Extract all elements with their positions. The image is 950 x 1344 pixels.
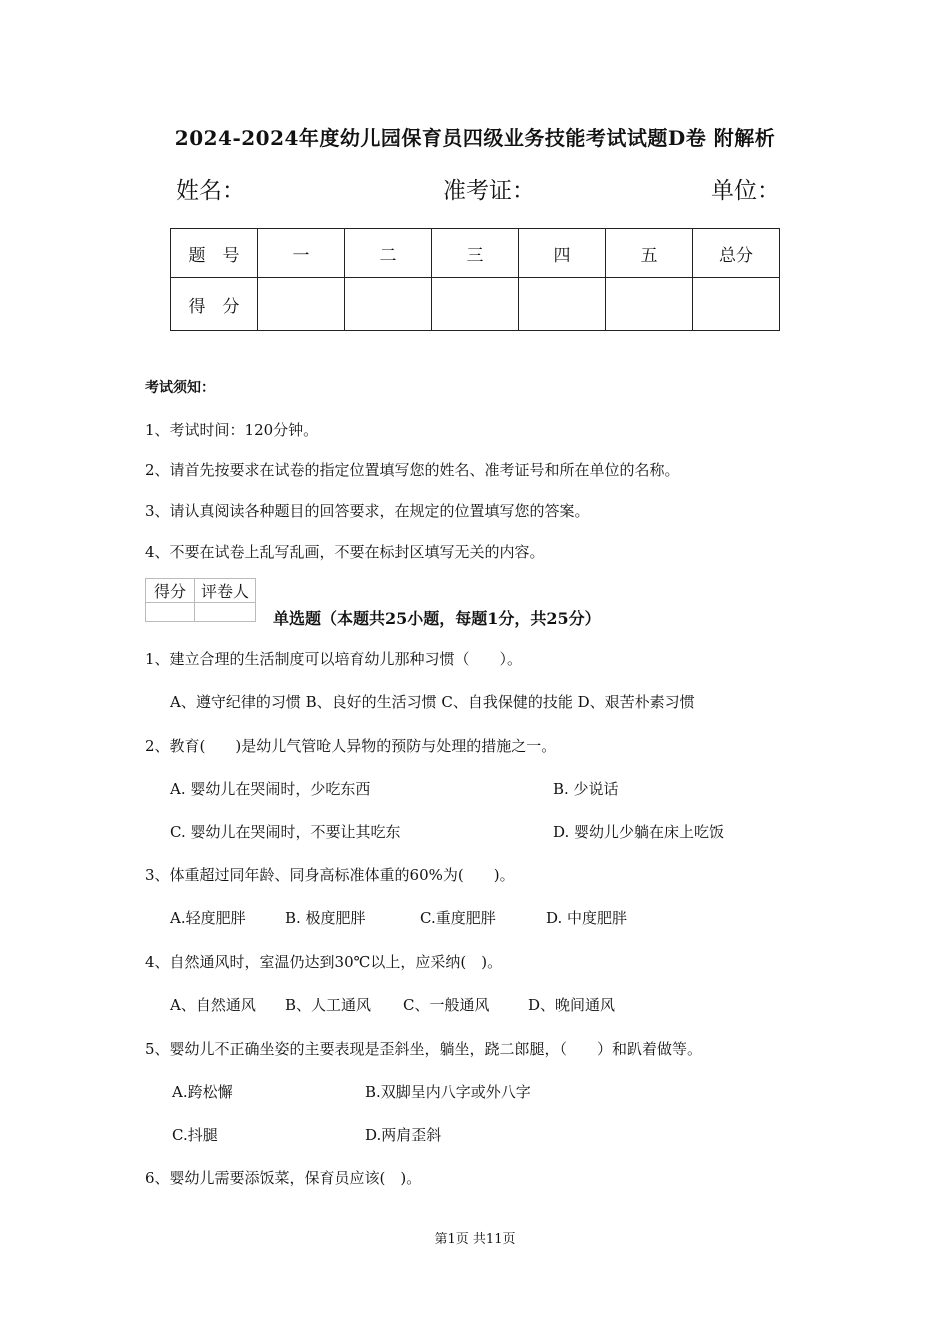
unit-label: 单位： [711,178,780,204]
notice-heading: 考试须知： [145,380,215,396]
option-b: B. 极度肥胖 [285,909,366,927]
option-d: D.两肩歪斜 [365,1126,442,1144]
grader-score-cell[interactable] [146,603,195,622]
score-header-cell: 一 [258,229,345,278]
score-cell[interactable] [519,278,606,331]
option-d: D. 中度肥胖 [546,909,628,927]
grader-reviewer-label: 评卷人 [195,579,256,603]
score-header-cell: 题 号 [171,229,258,278]
option-c: C. 婴幼儿在哭闹时，不要让其吃东 [170,823,401,841]
score-table-score-row [171,278,780,331]
question-stem: 2、教育( )是幼儿气管呛人异物的预防与处理的措施之一。 [145,737,557,755]
notice-item: 1、考试时间：120分钟。 [145,421,319,439]
option-b: B、人工通风 [285,996,372,1014]
score-header-cell: 二 [345,229,432,278]
option-c: C.重度肥胖 [420,909,496,927]
option-a: A.轻度肥胖 [170,909,246,927]
section-title: 单选题（本题共25小题，每题1分，共25分） [273,609,601,628]
grader-reviewer-cell[interactable] [195,603,256,622]
score-header-cell: 五 [606,229,693,278]
option-d: D、晚间通风 [528,996,616,1014]
question-options: A、遵守纪律的习惯 B、良好的生活习惯 C、自我保健的技能 D、艰苦朴素习惯 [170,693,695,711]
score-cell[interactable] [606,278,693,331]
score-cell[interactable] [432,278,519,331]
notice-item: 3、请认真阅读各种题目的回答要求，在规定的位置填写您的答案。 [145,502,590,520]
option-a: A. 婴幼儿在哭闹时，少吃东西 [170,780,371,798]
option-c: C、一般通风 [403,996,490,1014]
option-d: D. 婴幼儿少躺在床上吃饭 [553,823,725,841]
score-header-cell: 总分 [693,229,780,278]
option-a: A.跨松懈 [172,1083,233,1101]
option-b: B.双脚呈内八字或外八字 [365,1083,531,1101]
score-header-cell: 四 [519,229,606,278]
option-b: B. 少说话 [553,780,619,798]
score-header-cell: 三 [432,229,519,278]
question-stem: 4、自然通风时，室温仍达到30℃以上，应采纳( )。 [145,953,503,971]
score-cell[interactable] [693,278,780,331]
score-table-header-row [171,229,780,278]
name-label: 姓名： [176,178,245,204]
score-table [170,228,780,331]
notice-item: 4、不要在试卷上乱写乱画，不要在标封区填写无关的内容。 [145,543,545,561]
page-title: 2024-2024年度幼儿园保育员四级业务技能考试试题D卷 附解析 [174,126,776,150]
notice-item: 2、请首先按要求在试卷的指定位置填写您的姓名、准考证号和所在单位的名称。 [145,461,680,479]
exam-id-label: 准考证： [443,178,535,204]
grader-box [145,578,256,622]
option-c: C.抖腿 [172,1126,218,1144]
score-row-label: 得 分 [171,278,258,331]
score-cell[interactable] [345,278,432,331]
score-cell[interactable] [258,278,345,331]
option-a: A、自然通风 [170,996,256,1014]
page-footer: 第1页 共11页 [434,1232,516,1247]
question-stem: 6、婴幼儿需要添饭菜，保育员应该( )。 [145,1169,422,1187]
question-stem: 5、婴幼儿不正确坐姿的主要表现是歪斜坐，躺坐，跷二郎腿，（ ）和趴着做等。 [145,1040,703,1058]
grader-score-label: 得分 [146,579,195,603]
question-stem: 1、建立合理的生活制度可以培育幼儿那种习惯（ ）。 [145,650,523,668]
question-stem: 3、体重超过同年龄、同身高标准体重的60%为( )。 [145,866,515,884]
